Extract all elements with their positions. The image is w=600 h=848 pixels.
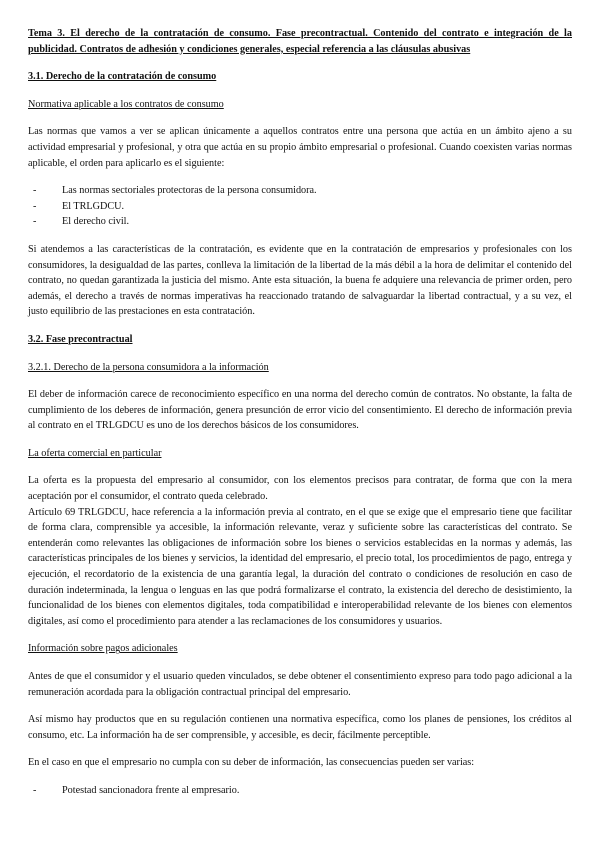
subsection-heading: La oferta comercial en particular xyxy=(28,447,162,459)
paragraph: Así mismo hay productos que en su regulación contienen una normativa específica, como los planes de pensiones, los créditos al consumo, etc. La información ha de ser comprensible, y accesible, es decir, fácilmente perceptible. xyxy=(28,714,572,741)
bullet-list xyxy=(28,783,572,799)
subsection-heading: Normativa aplicable a los contratos de consumo xyxy=(28,98,224,110)
paragraph: Artículo 69 TRLGDCU, hace referencia a la información previa al contrato, en el que se exige que el empresario tiene que facilitar de forma clara, comprensible ya accesible, la información relevante, veraz y suficiente sobre las características del contrato. Se entenderán como relevantes las obligaciones de información sobre los bienes o servicios establecidas en la normas y además, las características principales de los bienes y servicios, la identidad del empresario, el precio total, los procedimientos de pago, entrega y ejecución, el recordatorio de la existencia de una garantía legal, la duración del contrato o condiciones de resolución en caso de duración indeterminada, la lengua o lenguas en las que podrá formalizarse el contrato, la existencia del derecho de desistimiento, la funcionalidad de los bienes con elementos digitales, toda compatibilidad e interoperabilidad relevante de los bienes con elementos digitales, así como el procedimiento para atender a las reclamaciones de los consumidores y usuarios. xyxy=(28,506,572,627)
section-heading: 3.1. Derecho de la contratación de consumo xyxy=(28,71,217,83)
paragraph: En el caso en que el empresario no cumpla con su deber de información, las consecuencias pueden ser varias: xyxy=(28,757,475,769)
document-title: Tema 3. El derecho de la contratación de consumo. Fase precontractual. Contenido del contrato e integración de la publicidad. Contratos de adhesión y condiciones generales, especial referencia a las cláusulas abusivas xyxy=(28,28,572,55)
subsection-heading: Información sobre pagos adicionales xyxy=(28,643,178,655)
list-item: - El derecho civil. xyxy=(28,214,572,230)
section-heading: 3.2. Fase precontractual xyxy=(28,333,133,345)
subsection-heading: 3.2.1. Derecho de la persona consumidora a la información xyxy=(28,361,269,373)
list-item: - Las normas sectoriales protectoras de la persona consumidora. xyxy=(28,183,572,199)
paragraph: Las normas que vamos a ver se aplican únicamente a aquellos contratos entre una persona que actúa en un ámbito ajeno a su actividad empresarial y profesional, y otra que actúa en su propio ámbito empresarial o profesional. Cuando coexisten varias normas aplicable, el orden para aplicarlo es el siguiente: xyxy=(28,126,572,169)
paragraph: La oferta es la propuesta del empresario al consumidor, con los elementos precisos para contratar, de forma que con la mera aceptación por el consumidor, el contrato queda celebrado. xyxy=(28,475,572,503)
paragraph: El deber de información carece de reconocimiento específico en una norma del derecho común de contratos. No obstante, la falta de cumplimiento de los deberes de información, genera presunción de error vicio del consentimiento. El derecho de información previa al contrato en el TRLGDCU es uno de los derechos básicos de los consumidores. xyxy=(28,389,572,432)
bullet-list xyxy=(28,183,572,230)
paragraph: Si atendemos a las características de la contratación, es evidente que en la contratación de empresarios y profesionales con los consumidores, la desigualdad de las partes, conlleva la limitación de la libertad de la más débil a la hora de delimitar el contenido del contrato, no quedan garantizada la justicia del mismo. Ante esta situación, la buena fe adquiere una relevancia de primer orden, pero además, el derecho a través de normas imperativas ha reaccionado tratando de salvaguardar la libertad contractual, y a su vez, el justo equilibrio de las prestaciones en esta contratación. xyxy=(28,243,572,318)
paragraph: Antes de que el consumidor y el usuario queden vinculados, se debe obtener el consentimiento expreso para todo pago adicional a la remuneración acordada para la obligación contractual principal del empresario. xyxy=(28,671,572,698)
list-item: - El TRLGDCU. xyxy=(28,199,572,215)
list-item: - Potestad sancionadora frente al empresario. xyxy=(28,783,572,799)
